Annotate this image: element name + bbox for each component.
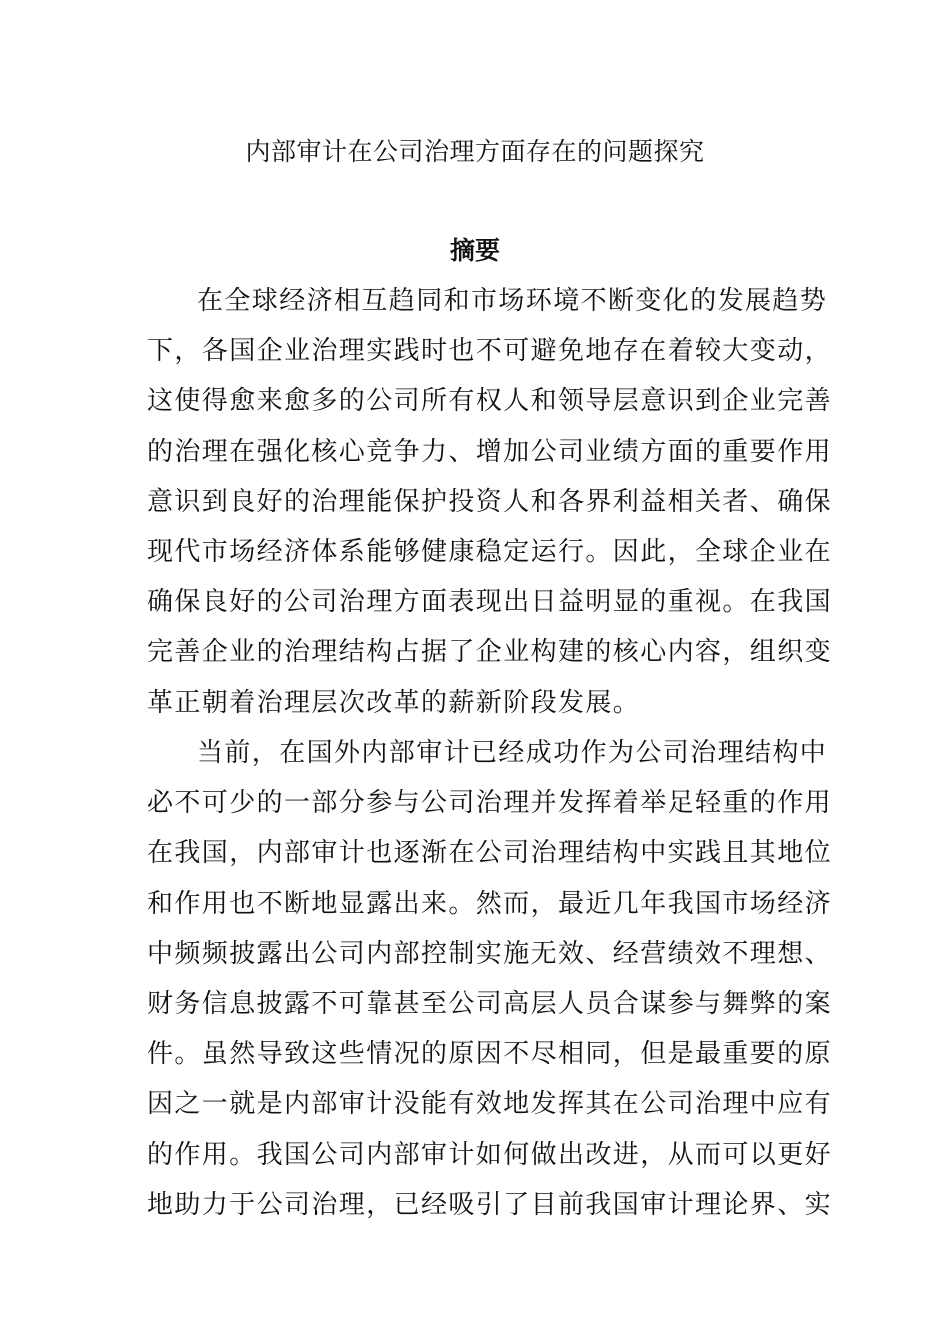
- paragraph-line: 在我国，内部审计也逐渐在公司治理结构中实践且其地位: [147, 838, 833, 869]
- paragraph-line: 意识到良好的治理能保护投资人和各界利益相关者、确保: [147, 486, 833, 517]
- paragraph-line: 确保良好的公司治理方面表现出日益明显的重视。在我国: [147, 587, 833, 618]
- paragraph-line: 中频频披露出公司内部控制实施无效、经营绩效不理想、: [147, 938, 833, 969]
- paragraph-line: 现代市场经济体系能够健康稳定运行。因此，全球企业在: [147, 536, 833, 567]
- paragraph-line: 的作用。我国公司内部审计如何做出改进，从而可以更好: [147, 1139, 833, 1170]
- paragraph-line: 因之一就是内部审计没能有效地发挥其在公司治理中应有: [147, 1089, 833, 1120]
- paragraph-2: [147, 728, 833, 1230]
- abstract-heading: 摘要: [449, 236, 500, 265]
- paragraph-line: 必不可少的一部分参与公司治理并发挥着举足轻重的作用: [147, 788, 833, 819]
- paragraph-line: 完善企业的治理结构占据了企业构建的核心内容，组织变: [147, 637, 833, 668]
- paragraph-line: 和作用也不断地显露出来。然而，最近几年我国市场经济: [147, 888, 833, 919]
- paragraph-line: 革正朝着治理层次改革的薪新阶段发展。: [147, 687, 641, 718]
- paragraph-line: 在全球经济相互趋同和市场环境不断变化的发展趋势: [197, 286, 828, 316]
- paragraph-1: [147, 276, 833, 728]
- paragraph-line: 地助力于公司治理，已经吸引了目前我国审计理论界、实: [147, 1189, 833, 1220]
- paragraph-line: 当前，在国外内部审计已经成功作为公司治理结构中: [197, 738, 828, 768]
- paragraph-line: 件。虽然导致这些情况的原因不尽相同，但是最重要的原: [147, 1039, 833, 1070]
- paragraph-line: 这使得愈来愈多的公司所有权人和领导层意识到企业完善: [147, 386, 833, 417]
- paragraph-line: 财务信息披露不可靠甚至公司高层人员合谋参与舞弊的案: [147, 988, 833, 1019]
- paragraph-line: 的治理在强化核心竞争力、增加公司业绩方面的重要作用: [147, 436, 833, 467]
- document-title: 内部审计在公司治理方面存在的问题探究: [245, 137, 705, 166]
- paragraph-line: 下，各国企业治理实践时也不可避免地存在着较大变动，: [147, 336, 833, 367]
